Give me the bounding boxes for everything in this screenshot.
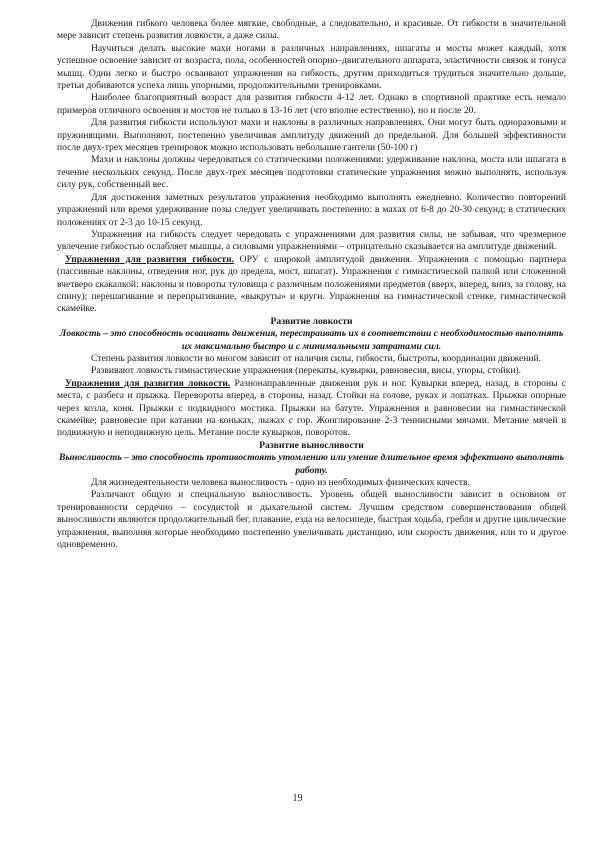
paragraph-agility-exercises bbox=[57, 378, 566, 440]
paragraph-flexibility-learning: Научиться делать высокие махи ногами в различных направлениях, шпагаты и мосты может каждый, хотя успешное освоение зависит от возраста, пола, особенностей опорно–двигательного аппарата, эластичности связок и тонуса мышц. Одни легко и быстро осваивают упражнения на гибкость, другим приходиться трудиться значительно дольше, третьи добиваются успеха лишь упорными, продолжительными тренировками. bbox=[57, 42, 566, 92]
definition-agility: Ловкость – это способность осваивать движения, перестраивать их в соответствии с необходимостью выполнять их максимально быстро и с минимальными затратами сил. bbox=[59, 328, 564, 352]
paragraph-endurance-types: Различают общую и специальную выносливость. Уровень общей выносливости зависит в основном от тренированности сердечно – сосудистой и дыхательной систем. Лучшим средством совершенствования общей выносливости являются продолжительный бег, плавание, езда на велосипеде, быстрая ходьба, гребля и другие циклические упражнения, выполняя которые необходимо постепенно увеличивать дистанцию, или скорость движения, или то и другое одновременно. bbox=[57, 489, 566, 551]
paragraph-flexibility-methods: Для развития гибкости используют махи и наклоны в различных направлениях. Они могут быть одноразовыми и пружинящими. Выполняют, постепенно увеличивая амплитуду движений до предельной. Для большей эффективности после двух-трех месяцев тренировок можно использовать небольшие гантели (50-100 г) bbox=[57, 117, 566, 154]
paragraph-agility-gymnastics: Развивают ловкость гимнастические упражнения (перекаты, кувырки, равновесия, висы, упоры, стойки). bbox=[91, 365, 522, 377]
paragraph-endurance-importance: Для жизнедеятельности человека выносливость - одно из необходимых физических качеств. bbox=[91, 477, 470, 489]
paragraph-static-positions: Махи и наклоны должны чередоваться со статическими положениями: удерживание наклона, моста или шпагата в течение нескольких секунд. После двух-трех месяцев подготовки статические упражнения можно выполнять, используя силу рук, собственный вес. bbox=[57, 154, 566, 191]
paragraph-alternate-strength: Упражнения на гибкость следует чередовать с упражнениями для развития силы, не забывая, что чрезмерное увлечение гибкостью ослабляет мышцы, а силовыми упражнениями – отрицательно сказывается на амплитуде движений. bbox=[57, 228, 566, 253]
definition-endurance: Выносливость – это способность противостоять утомлению или умение длительное время эффективно выполнять работу. bbox=[58, 452, 565, 476]
paragraph-flexibility-exercises bbox=[57, 254, 566, 316]
agility-exercises-text: Разнонаправленные движения рук и ног. Кувырки вперед, назад, в стороны с места, с разбега и прыжка. Перевороты вперед, в стороны, назад. Стойки на голове, руках и лопатках. Прыжки опорные через козла, коня. Прыжки с подкидного мостика. Прыжки на батуте. Упражнения в равновесии на гимнастической скамейке; равновесие при катании на коньках, лыжах с гор. Жонглирование 2-3 теннисными мячами. Метание мячей в подвижную и неподвижную цель. Метание после кувырков, поворотов. bbox=[57, 377, 566, 439]
section-heading-agility: Развитие ловкости bbox=[270, 315, 353, 327]
paragraph-flexibility-intro: Движения гибкого человека более мягкие, свободные, а следовательно, и красивые. От гибкости в значительной мере зависит степень развития ловкости, а даже силы. bbox=[57, 18, 566, 42]
paragraph-agility-factors: Степень развития ловкости во многом зависит от наличия силы, гибкости, быстроты, координации движений. bbox=[91, 352, 542, 364]
paragraph-daily-practice: Для достижения заметных результатов упражнения необходимо выполнять ежедневно. Количество повторений упражнений или время удерживание позы следует увеличивать постепенно: в махах от 6-8 до 20-30 секунд; в статических положениях от 2-3 до 10-15 секунд. bbox=[57, 191, 566, 228]
page-body bbox=[57, 18, 566, 551]
flexibility-exercises-text: ОРУ с широкой амплитудой движения. Упражнения с помощью партнера (пассивные наклоны, отведения ног, рук до предела, мост, шпагат). Упражнения с гимнастической палкой или сложенной вчетверо скакалкой: наклоны и повороты туловища с различным положениями предметов (вверх, вперед, вниз, за голову, на спину); перешагивание и перепрыгивание, «выкруты» и круги. Упражнения на гимнастической стенке, гимнастической скамейке. bbox=[57, 253, 566, 315]
agility-exercises-heading: Упражнения для развития ловкости. bbox=[65, 377, 231, 389]
section-heading-endurance: Развитие выносливости bbox=[259, 439, 364, 451]
paragraph-flexibility-age: Наиболее благоприятный возраст для развития гибкости 4-12 лет. Однако в спортивной практике есть немало примеров отличного освоения и мостов не только в 13-16 лет (что вполне естественно), но и после 20. bbox=[57, 92, 566, 116]
flexibility-exercises-heading: Упражнения для развития гибкости. bbox=[65, 253, 235, 265]
page-number: 19 bbox=[292, 793, 303, 804]
